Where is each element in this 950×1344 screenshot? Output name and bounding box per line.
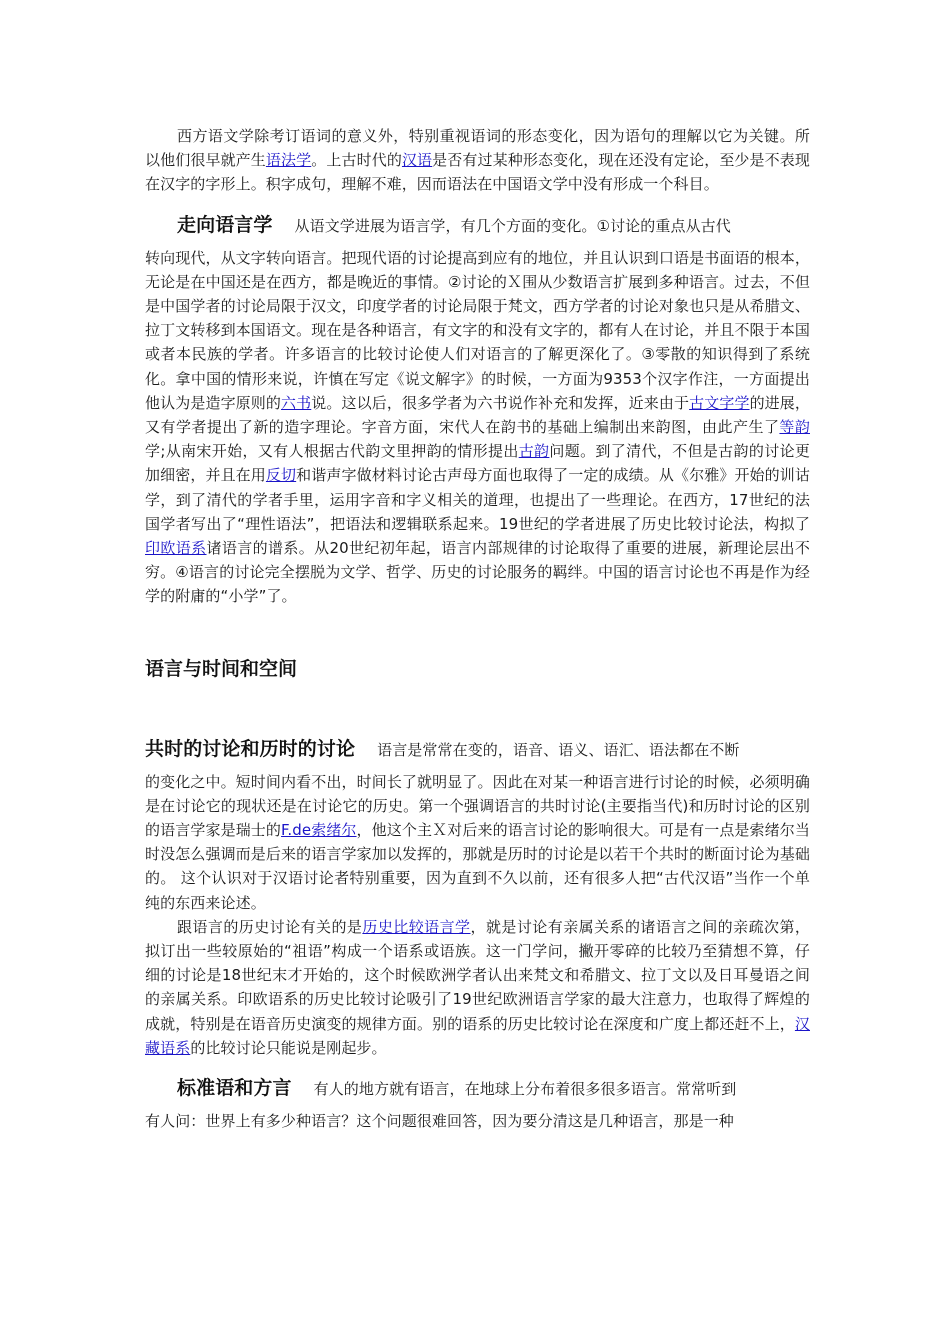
link-liushu[interactable]: 六书: [281, 393, 312, 412]
text: ，他这个主Ｘ对后来的语言讨论的影响很大。可是有一点是索绪尔当时没怎么强调而是后来的语言学家加以发挥的，那就是历时的讨论是以若干个共时的断面讨论为基础的。 这个认识对于汉语讨论者特别重要，因为直到不久以前，还有很多人把“古代汉语”当作一个单纯的东西来论述。: [145, 821, 810, 912]
link-dengyun[interactable]: 等韵: [779, 418, 810, 437]
section-first-line: [145, 733, 810, 766]
section-first-line: [145, 209, 810, 242]
link-historical-comparative-linguistics[interactable]: 历史比较语言学: [362, 917, 471, 936]
link-paleography[interactable]: 古文字学: [689, 393, 750, 412]
text: 从语文学进展为语言学，有几个方面的变化。①讨论的重点从古代: [294, 216, 731, 235]
link-fanqie[interactable]: 反切: [265, 466, 297, 485]
text: 。上古时代的: [311, 151, 402, 170]
run-in-heading: 标准语和方言: [177, 1077, 292, 1100]
text: 和谐声字做材料讨论古声母方面也取得了一定的成绩。从《尔雅》开始的训诂学，到了清代的学者手里，运用字音和字义相关的道理，也提出了一些理论。在西方，17世纪的法国学者写出了“理性语法”，把语法和逻辑联系起来。19世纪的学者进展了历史比较讨论法，构拟了: [145, 466, 811, 533]
text: 是否有过某种形态变化，现在还没有定论，至少是不表现在汉字的字形上。积字成句，理解不难，因而语法在中国语文学中没有形成一个科目。: [145, 151, 810, 194]
text: ，就是讨论有亲属关系的诸语言之间的亲疏次第，拟订出一些较原始的“祖语”构成一个语系或语族。这一门学问，撇开零碎的比较乃至猜想不算，仔细的讨论是18世纪末才开始的，这个时候欧洲学者认出来梵文和希腊文、拉丁文以及日耳曼语之间的亲属关系。印欧语系的历史比较讨论吸引了19世纪欧洲语言学家的最大注意力，也取得了辉煌的成就，特别是在语音历史演变的规律方面。别的语系的历史比较讨论在深度和广度上都还赶不上，: [145, 917, 811, 1033]
link-sino-tibetan[interactable]: 汉藏语系: [145, 1014, 810, 1057]
link-chinese-language[interactable]: 汉语: [401, 151, 433, 170]
text: 诸语言的谱系。从20世纪初年起，语言内部规律的讨论取得了重要的进展，新理论层出不穷。④语言的讨论完全摆脱为文学、哲学、历史的讨论服务的羁绊。中国的语言讨论也不再是作为经学的附庸的“小学”了。: [145, 539, 810, 606]
text: 有人的地方就有语言，在地球上分布着很多很多语言。常常听到: [313, 1080, 737, 1099]
link-saussure[interactable]: F.de索绪尔: [281, 821, 357, 840]
run-in-heading: 共时的讨论和历时的讨论: [145, 737, 356, 760]
text: 的比较讨论只能说是刚起步。: [190, 1038, 387, 1057]
text: 语言是常常在变的，语音、语义、语汇、语法都在不断: [377, 740, 740, 759]
paragraph-philology-grammar: [145, 124, 810, 197]
text: 问题。到了清代，不但是古韵的讨论更加细密，并且在用: [145, 442, 811, 485]
link-guyun[interactable]: 古韵: [518, 442, 550, 461]
text: 的进展，又有学者提出了新的造字理论。字音方面，宋代人在韵书的基础上编制出来韵图，由此产生了: [145, 393, 811, 437]
text: 的变化之中。短时间内看不出，时间长了就明显了。因此在对某一种语言进行讨论的时候，必须明确是在讨论它的现状还是在讨论它的历史。第一个强调语言的共时讨论(主要指当代)和历时讨论的区别的语言学家是瑞士的: [145, 772, 810, 840]
text: 西方语文学除考订语词的意义外，特别重视语词的形态变化，因为语句的理解以它为关键。所以他们很早就产生: [145, 127, 810, 170]
link-indo-european[interactable]: 印欧语系: [145, 539, 207, 558]
section-title: 语言与时间和空间: [145, 657, 298, 680]
text: 说。这以后，很多学者为六书说作补充和发挥，近来由于: [311, 393, 690, 412]
document-body: [145, 124, 810, 1133]
text: 学;从南宋开始，又有人根据古代韵文里押韵的情形提出: [145, 442, 519, 461]
text: 有人问：世界上有多少种语言？这个问题很难回答，因为要分清这是几种语言，那是一种: [145, 1112, 734, 1131]
section-toward-linguistics: [145, 209, 810, 609]
section-standard-language-dialect: [145, 1072, 810, 1133]
section-synchronic-diachronic: [145, 733, 810, 915]
link-grammar[interactable]: 语法学: [265, 151, 312, 170]
section-first-line: [145, 1072, 810, 1105]
text: 跟语言的历史讨论有关的是: [177, 917, 363, 936]
text: 转向现代，从文字转向语言。把现代语的讨论提高到应有的地位，并且认识到口语是书面语的根本，无论是在中国还是在西方，都是晚近的事情。②讨论的Ｘ围从少数语言扩展到多种语言。过去，不但是中国学者的讨论局限于汉文，印度学者的讨论局限于梵文，西方学者的讨论对象也只是从希腊文、拉丁文转移到本国语文。现在是各种语言，有文字的和没有文字的，都有人在讨论，并且不限于本国或者本民族的学者。许多语言的比较讨论使人们对语言的了解更深化了。③零散的知识得到了系统化。拿中国的情形来说，许慎在写定《说文解字》的时候，一方面为9353个汉字作注，一方面提出他认为是造字原则的: [145, 248, 810, 412]
run-in-heading: 走向语言学: [177, 213, 273, 236]
paragraph-comparative-linguistics: [145, 915, 810, 1060]
